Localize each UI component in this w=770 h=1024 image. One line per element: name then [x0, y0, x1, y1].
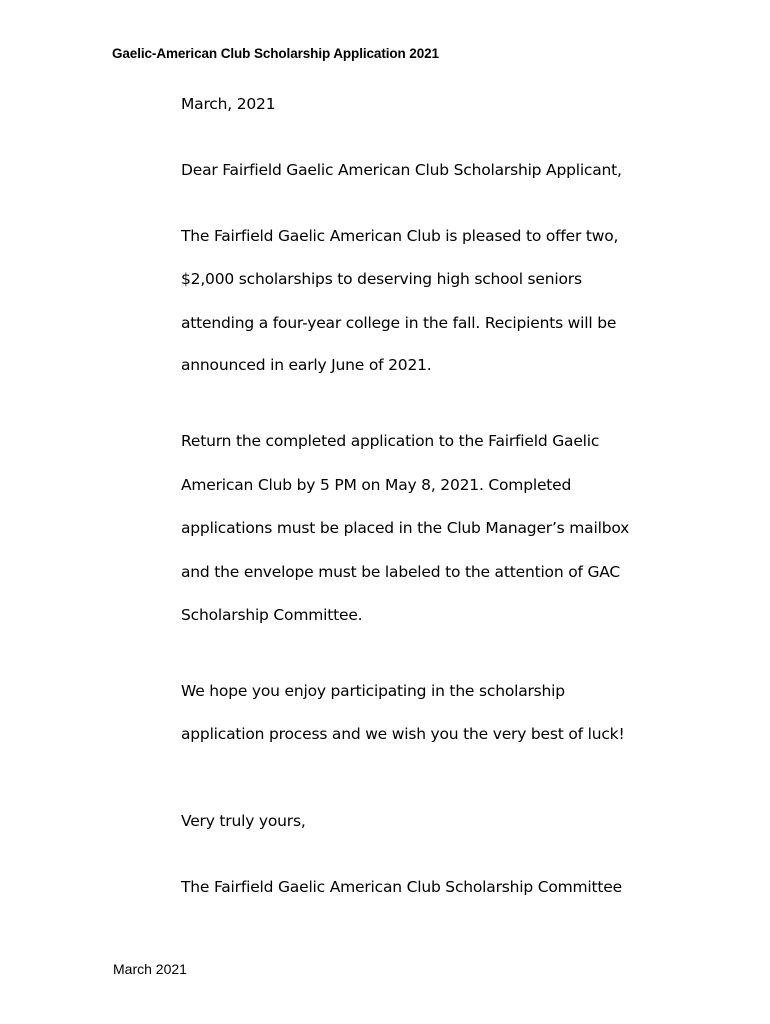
page-header-title: Gaelic-American Club Scholarship Application 2021 — [112, 46, 439, 61]
paragraph-2-line-2: American Club by 5 PM on May 8, 2021. Completed — [181, 476, 572, 494]
letter-salutation: Dear Fairfield Gaelic American Club Scholarship Applicant, — [181, 161, 622, 179]
paragraph-1-line-4: announced in early June of 2021. — [181, 356, 432, 374]
paragraph-2-line-3: applications must be placed in the Club Manager’s mailbox — [181, 519, 630, 537]
letter-signature: The Fairfield Gaelic American Club Scholarship Committee — [181, 878, 622, 896]
paragraph-2-line-1: Return the completed application to the Fairfield Gaelic — [181, 432, 600, 450]
page-footer-text: March 2021 — [113, 961, 187, 977]
paragraph-1-line-2: $2,000 scholarships to deserving high school seniors — [181, 270, 582, 288]
paragraph-3-line-1: We hope you enjoy participating in the scholarship — [181, 682, 565, 700]
letter-date: March, 2021 — [181, 95, 276, 113]
paragraph-2-line-5: Scholarship Committee. — [181, 606, 363, 624]
paragraph-3-line-2: application process and we wish you the very best of luck! — [181, 725, 625, 743]
paragraph-2-line-4: and the envelope must be labeled to the attention of GAC — [181, 563, 621, 581]
letter-closing: Very truly yours, — [181, 812, 306, 830]
paragraph-1-line-1: The Fairfield Gaelic American Club is pleased to offer two, — [181, 227, 619, 245]
paragraph-1-line-3: attending a four-year college in the fall. Recipients will be — [181, 314, 617, 332]
